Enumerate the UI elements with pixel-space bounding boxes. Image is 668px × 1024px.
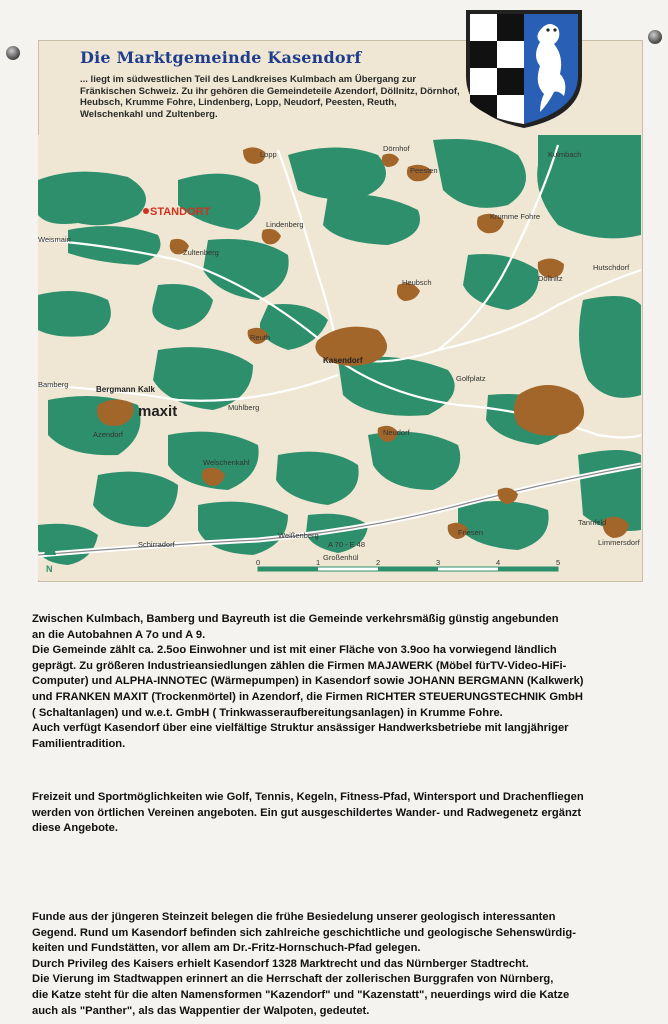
- description-traffic-industry: [32, 612, 642, 752]
- text-line: Durch Privileg des Kaisers erhielt Kasendorf 1328 Marktrecht und das Nürnberger Stadtrecht.: [32, 957, 529, 970]
- place-label: Peesten: [410, 166, 438, 175]
- screw-icon: [648, 30, 662, 44]
- text-line: geprägt. Zu größeren Industrieansiedlungen zählen die Firmen MAJAWERK (Möbel fürTV-Video-HiFi-: [32, 659, 567, 672]
- text-line: Die Gemeinde zählt ca. 2.5oo Einwohner und ist mit einer Fläche von 3.9oo ha vorwiegend ländlich: [32, 644, 557, 657]
- text-line: Computer) und ALPHA-INNOTEC (Wärmepumpen) in Kasendorf sowie JOHANN BERGMANN (Kalkwerk): [32, 675, 584, 688]
- bergmann-label: Bergmann: [96, 385, 136, 394]
- text-line: Gegend. Rund um Kasendorf befinden sich zahlreiche geschichtliche und geologische Sehenswürdig-: [32, 926, 576, 939]
- place-label: Lindenberg: [266, 220, 304, 229]
- text-line: und FRANKEN MAXIT (Trockenmörtel) in Azendorf, die Firmen RICHTER STEUERUNGSTECHNIK GmbH: [32, 690, 583, 703]
- text-line: Die Vierung im Stadtwappen erinnert an die Herrschaft der zollerischen Burggrafen von Nürnberg,: [32, 973, 554, 986]
- screw-icon: [6, 46, 20, 60]
- description-leisure: [32, 790, 642, 837]
- map-title: Die Marktgemeinde Kasendorf: [80, 48, 362, 67]
- place-label: Großenhül: [323, 553, 359, 562]
- kalk-label: Kalk: [138, 385, 155, 394]
- place-label: Neudorf: [383, 428, 410, 437]
- place-label: Weismain: [38, 235, 71, 244]
- text-line: auch als "Panther", als das Wappentier der Walpoten, gedeutet.: [32, 1004, 370, 1017]
- place-label: Hutschdorf: [593, 263, 630, 272]
- place-label: Tannfeld: [578, 518, 607, 527]
- place-label: Schirradorf: [138, 540, 175, 549]
- place-label: Mühlberg: [228, 403, 260, 412]
- place-label: Kulmbach: [548, 150, 582, 159]
- place-label: Kasendorf: [323, 356, 363, 365]
- standort-marker: [143, 208, 149, 214]
- text-line: keiten und Fundstätten, vor allem am Dr.-Fritz-Hornschuch-Pfad gelegen.: [32, 942, 421, 955]
- coat-of-arms-icon: [462, 6, 586, 130]
- place-label: Zultenberg: [183, 248, 219, 257]
- place-label: Heubsch: [402, 278, 432, 287]
- text-line: Auch verfügt Kasendorf über eine vielfältige Struktur ansässiger Handwerksbetriebe mit langjähriger: [32, 722, 569, 735]
- svg-text:4: 4: [496, 558, 501, 567]
- place-label: Welschenkahl: [203, 458, 250, 467]
- place-label: Limmersdorf: [598, 538, 640, 547]
- map-intro: ... liegt im südwestlichen Teil des Landkreises Kulmbach am Übergang zur Fränkischen Schweiz. Zu ihr gehören die Gemeindeteile Azendorf, Döllnitz, Dörnhof, Heubsch, Krumme Fohre, Lindenberg, Lopp, Neudorf, Peesten, Reuth, Welschenkahl und Zultenberg.: [80, 74, 460, 120]
- motorway-label: A 70 - E 48: [328, 540, 366, 549]
- description-history: [32, 910, 642, 1019]
- text-line: Freizeit und Sportmöglichkeiten wie Golf, Tennis, Kegeln, Fitness-Pfad, Wintersport und Drachenfliegen: [32, 791, 584, 803]
- text-line: an die Autobahnen A 7o und A 9.: [32, 628, 206, 641]
- place-label: Reuth: [250, 333, 271, 342]
- text-line: diese Angebote.: [32, 822, 118, 835]
- text-line: ( Schaltanlagen) und w.e.t. GmbH ( Trinkwasseraufbereitungsanlagen) in Krumme Fohre.: [32, 706, 503, 719]
- text-line: Zwischen Kulmbach, Bamberg und Bayreuth ist die Gemeinde verkehrsmäßig günstig angebunden: [32, 613, 559, 625]
- svg-text:5: 5: [556, 558, 561, 567]
- text-line: Familientradition.: [32, 737, 126, 750]
- place-label: Golfplatz: [456, 374, 486, 383]
- text-line: die Katze steht für die alten Namensformen "Kazendorf" und "Kazenstatt", neuerdings wird die Katze: [32, 988, 570, 1001]
- place-label: Lopp: [260, 150, 277, 159]
- place-label: Azendorf: [93, 430, 124, 439]
- text-line: werden von örtlichen Vereinen angeboten. Ein gut ausgeschildertes Wander- und Radwegenetz ergänzt: [32, 806, 582, 819]
- maxit-logo: maxit: [138, 403, 178, 420]
- place-label: Bamberg: [38, 380, 69, 389]
- svg-text:2: 2: [376, 558, 381, 567]
- place-label: Dörnhof: [383, 144, 410, 153]
- place-label: Döllnitz: [538, 274, 563, 283]
- svg-text:N: N: [46, 564, 53, 574]
- place-label: Krumme Fohre: [490, 212, 541, 221]
- text-line: Funde aus der jüngeren Steinzeit belegen die frühe Besiedelung unserer geologisch interessanten: [32, 911, 556, 923]
- standort-label: STANDORT: [150, 206, 211, 218]
- svg-text:3: 3: [436, 558, 441, 567]
- place-label: Weißenberg: [278, 531, 319, 540]
- area-map: [38, 135, 641, 580]
- svg-text:1: 1: [316, 558, 321, 567]
- place-label: Friesen: [458, 528, 484, 537]
- svg-text:0: 0: [256, 558, 261, 567]
